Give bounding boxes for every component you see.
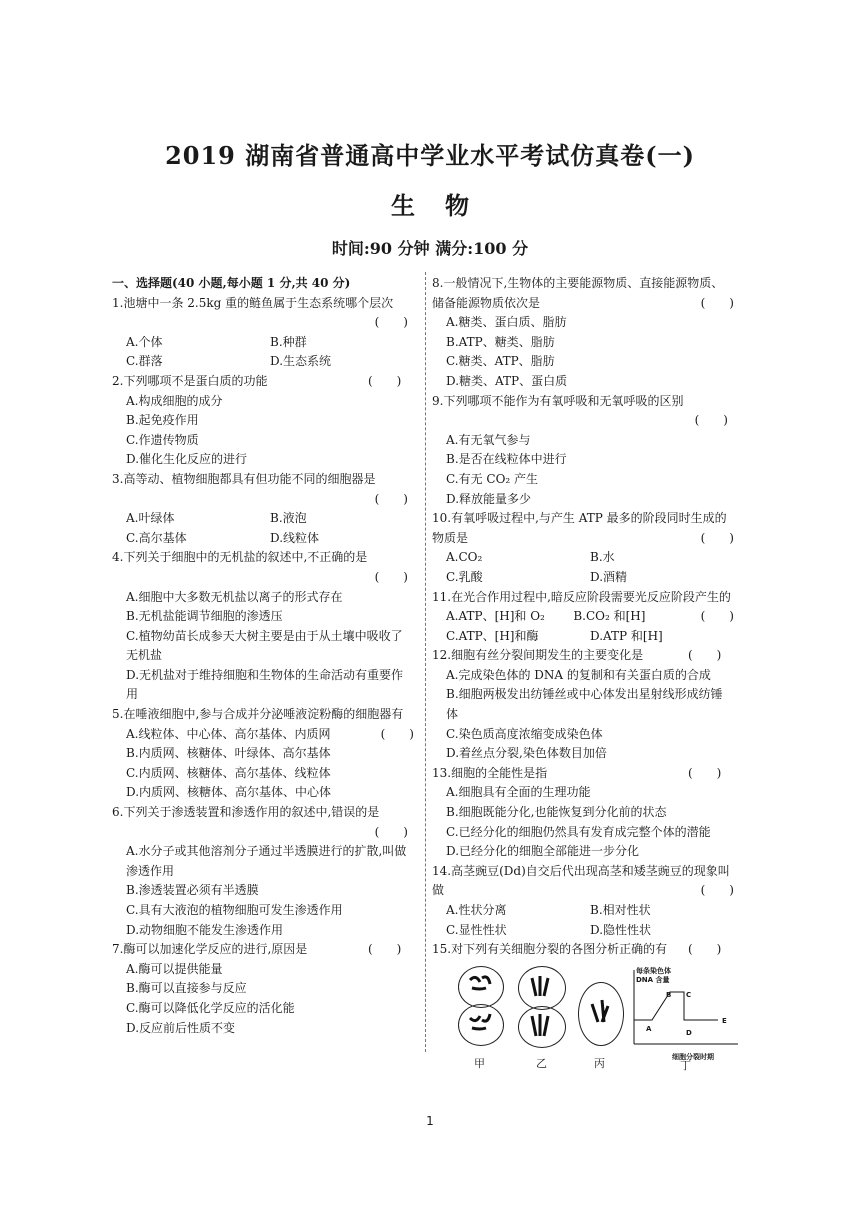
question-15 xyxy=(432,940,734,960)
question-stem: 5.在唾液细胞中,参与合成并分泌唾液淀粉酶的细胞器有 xyxy=(112,707,404,722)
graph-ylabel-line2: DNA 含量 xyxy=(636,975,670,984)
option: D.生态系统 xyxy=(270,354,332,369)
option: A.构成细胞的成分 xyxy=(126,393,223,408)
graph-point-label: A xyxy=(646,1024,652,1033)
option: B.是否在线粒体中进行 xyxy=(446,452,567,467)
options-row xyxy=(432,607,701,627)
answer-paren: ( ) xyxy=(374,491,408,506)
options-row xyxy=(432,568,734,588)
question-10 xyxy=(432,509,734,587)
option: D.催化生化反应的进行 xyxy=(126,452,248,467)
question-stem: 15.对下列有关细胞分裂的各图分析正确的有 xyxy=(432,942,668,957)
cell-division-figures xyxy=(432,962,734,1070)
answer-paren: ( ) xyxy=(368,942,402,957)
option: C.乳酸 xyxy=(446,569,483,584)
option: A.细胞中大多数无机盐以离子的形式存在 xyxy=(126,589,343,604)
graph-ylabel-line1: 每条染色体 xyxy=(636,966,671,975)
answer-paren: ( ) xyxy=(700,295,734,310)
option: C.具有大液泡的植物细胞可发生渗透作用 xyxy=(126,903,343,917)
page-number: 1 xyxy=(426,1114,434,1128)
option: D.释放能量多少 xyxy=(446,491,532,506)
answer-paren: ( ) xyxy=(374,824,408,839)
answer-paren: ( ) xyxy=(380,726,414,741)
graph-xlabel: 细胞分裂时期 xyxy=(672,1052,714,1061)
option: B.液泡 xyxy=(270,511,307,526)
option: C.显性性状 xyxy=(446,922,507,937)
chromosome-drawing xyxy=(578,982,622,1044)
question-6 xyxy=(112,803,414,940)
option: A.性状分离 xyxy=(446,903,507,917)
option: A.叶绿体 xyxy=(126,511,175,526)
option: B.起免疫作用 xyxy=(126,413,199,428)
question-stem-row xyxy=(112,940,414,960)
options-row xyxy=(432,901,734,921)
option: B.水 xyxy=(590,550,615,565)
option: C.群落 xyxy=(126,354,163,369)
question-9 xyxy=(432,392,734,510)
question-stem: 3.高等动、植物细胞都具有但功能不同的细胞器是 xyxy=(112,471,376,486)
figure-label-yi: 乙 xyxy=(536,1056,547,1070)
options-row xyxy=(112,352,414,372)
question-stem: 10.有氧呼吸过程中,与产生 ATP 最多的阶段同时生成的物质是 xyxy=(432,511,727,545)
options-row xyxy=(432,548,734,568)
option: A.糖类、蛋白质、脂肪 xyxy=(446,315,567,330)
option: D.无机盐对于维持细胞和生物体的生命活动有重要作用 xyxy=(126,667,404,702)
answer-paren: ( ) xyxy=(700,530,734,545)
question-7 xyxy=(112,940,414,1038)
question-stem: 11.在光合作用过程中,暗反应阶段需要光反应阶段产生的 xyxy=(432,589,731,604)
right-column xyxy=(432,274,734,1070)
question-stem-row xyxy=(432,940,734,960)
question-stem: 9.下列哪项不能作为有氧呼吸和无氧呼吸的区别 xyxy=(432,393,684,408)
question-stem-row xyxy=(432,862,734,901)
option: C.已经分化的细胞仍然具有发育成完整个体的潜能 xyxy=(446,824,711,839)
option: C.糖类、ATP、脂肪 xyxy=(446,354,555,369)
option: B.CO₂ 和[H] xyxy=(573,609,646,624)
option: B.相对性状 xyxy=(590,903,651,917)
question-stem: 2.下列哪项不是蛋白质的功能 xyxy=(112,373,268,388)
options-row xyxy=(112,333,414,353)
options-row xyxy=(432,627,734,647)
answer-paren: ( ) xyxy=(374,569,408,584)
subject-title: 生物 xyxy=(391,191,499,220)
question-13 xyxy=(432,764,734,862)
option: C.高尔基体 xyxy=(126,530,187,545)
option: B.细胞既能分化,也能恢复到分化前的状态 xyxy=(446,805,667,820)
option: D.酒精 xyxy=(590,569,628,584)
option: D.线粒体 xyxy=(270,530,320,545)
question-stem: 14.高茎豌豆(Dd)自交后代出现高茎和矮茎豌豆的现象叫做 xyxy=(432,863,730,898)
question-3 xyxy=(112,470,414,548)
option: A.完成染色体的 DNA 的复制和有关蛋白质的合成 xyxy=(446,667,711,682)
option: D.内质网、核糖体、高尔基体、中心体 xyxy=(126,785,332,800)
graph-point-label: D xyxy=(686,1028,692,1037)
option: B.渗透装置必须有半透膜 xyxy=(126,883,259,898)
option: A.酶可以提供能量 xyxy=(126,961,223,976)
question-stem: 8.一般情况下,生物体的主要能源物质、直接能源物质、储备能源物质依次是 xyxy=(432,276,724,310)
options-row xyxy=(112,509,414,529)
option: C.酶可以降低化学反应的活化能 xyxy=(126,1000,295,1015)
graph-point-label: C xyxy=(686,990,692,999)
question-stem: 6.下列关于渗透装置和渗透作用的叙述中,错误的是 xyxy=(112,805,380,820)
answer-paren: ( ) xyxy=(688,765,722,780)
option: B.内质网、核糖体、叶绿体、高尔基体 xyxy=(126,746,331,761)
question-stem: 1.池塘中一条 2.5kg 重的鲢鱼属于生态系统哪个层次 xyxy=(112,295,394,310)
question-8 xyxy=(432,274,734,392)
answer-paren: ( ) xyxy=(368,373,402,388)
question-12 xyxy=(432,646,734,764)
answer-paren: ( ) xyxy=(688,942,722,957)
figure-label-jia: 甲 xyxy=(474,1056,485,1070)
option: A.水分子或其他溶剂分子通过半透膜进行的扩散,叫做渗透作用 xyxy=(126,844,407,878)
option: D.糖类、ATP、蛋白质 xyxy=(446,373,568,388)
option: C.染色质高度浓缩变成染色体 xyxy=(446,726,603,741)
question-stem: 7.酶可以加速化学反应的进行,原因是 xyxy=(112,942,308,957)
option: C.作遗传物质 xyxy=(126,432,199,447)
option: A.细胞具有全面的生理功能 xyxy=(446,785,591,800)
chromosome-drawing xyxy=(518,966,564,1046)
answer-paren: ( ) xyxy=(700,883,734,898)
option: A.ATP、[H]和 O₂ xyxy=(446,609,545,624)
exam-title: 2019 湖南省普通高中学业水平考试仿真卷(一) xyxy=(165,141,695,170)
option: A.线粒体、中心体、高尔基体、内质网 xyxy=(126,726,331,741)
question-1 xyxy=(112,294,414,372)
option: B.ATP、糖类、脂肪 xyxy=(446,334,555,349)
option: D.动物细胞不能发生渗透作用 xyxy=(126,922,284,937)
option: B.种群 xyxy=(270,334,307,349)
option: B.细胞两极发出纺锤丝或中心体发出星射线形成纺锤体 xyxy=(446,687,723,722)
section-heading: 一、选择题(40 小题,每小题 1 分,共 40 分) xyxy=(112,276,351,290)
option: C.有无 CO₂ 产生 xyxy=(446,471,539,486)
answer-paren: ( ) xyxy=(374,315,408,330)
option: B.无机盐能调节细胞的渗透压 xyxy=(126,609,283,624)
question-14 xyxy=(432,862,734,940)
option: A.有无氧气参与 xyxy=(446,432,531,447)
graph-point-label: E xyxy=(722,1016,727,1025)
question-stem-row xyxy=(432,274,734,313)
option: B.酶可以直接参与反应 xyxy=(126,981,247,996)
option: D.隐性性状 xyxy=(590,922,652,937)
question-stem-row xyxy=(432,646,734,666)
option: A.个体 xyxy=(126,334,163,349)
question-5 xyxy=(112,705,414,803)
options-row xyxy=(112,529,414,549)
graph-point-label: B xyxy=(666,990,672,999)
option: C.植物幼苗长成参天大树主要是由于从土壤中吸收了无机盐 xyxy=(126,628,403,663)
question-stem: 12.细胞有丝分裂间期发生的主要变化是 xyxy=(432,648,644,663)
option: D.着丝点分裂,染色体数目加倍 xyxy=(446,746,607,761)
option: C.内质网、核糖体、高尔基体、线粒体 xyxy=(126,765,331,780)
question-stem-row xyxy=(432,764,734,784)
left-column xyxy=(112,274,414,1038)
column-divider xyxy=(425,272,426,1052)
answer-paren: ( ) xyxy=(694,413,728,428)
question-4 xyxy=(112,548,414,705)
figure-label-ding: 丁 xyxy=(680,1058,691,1072)
options-row xyxy=(432,921,734,941)
question-stem: 13.细胞的全能性是指 xyxy=(432,765,548,780)
option: D.ATP 和[H] xyxy=(590,628,663,643)
question-stem: 4.下列关于细胞中的无机盐的叙述中,不正确的是 xyxy=(112,550,368,565)
question-stem-row xyxy=(112,372,414,392)
answer-paren: ( ) xyxy=(700,609,734,624)
figure-label-bing: 丙 xyxy=(594,1056,605,1070)
answer-paren: ( ) xyxy=(688,648,722,663)
question-11 xyxy=(432,588,734,647)
option: D.反应前后性质不变 xyxy=(126,1020,236,1035)
question-stem-row xyxy=(432,509,734,548)
option: D.已经分化的细胞全部能进一步分化 xyxy=(446,844,640,859)
option: C.ATP、[H]和酶 xyxy=(446,628,539,643)
question-2 xyxy=(112,372,414,470)
option: A.CO₂ xyxy=(446,550,483,565)
chromosome-drawing xyxy=(458,966,502,1044)
time-score-info: 时间:90 分钟 满分:100 分 xyxy=(331,239,529,258)
